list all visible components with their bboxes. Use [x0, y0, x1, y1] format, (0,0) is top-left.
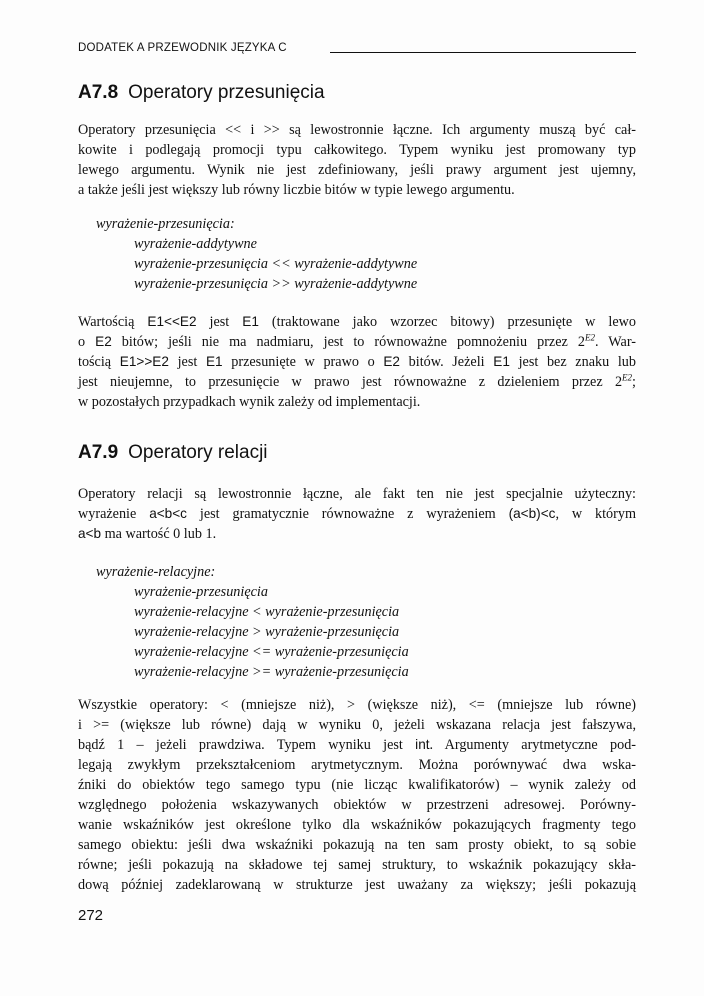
text-line: dową później zadeklarowaną w strukturze jest uważany za większy; jeśli pokazują [78, 877, 636, 893]
code-run: E1 [493, 354, 510, 369]
text-run: wyrażenie [78, 506, 150, 522]
text-run: , w którym [555, 506, 637, 522]
grammar-head: wyrażenie-przesunięcia: [96, 216, 235, 232]
code-run: int [415, 737, 430, 752]
grammar-rule: wyrażenie-relacyjne >= wyrażenie-przesunięcia [134, 664, 409, 680]
text-line [78, 735, 636, 755]
grammar-rule: wyrażenie-relacyjne > wyrażenie-przesunięcia [134, 624, 400, 640]
text-run: ma wartość 0 lub 1. [101, 526, 217, 542]
exponent: E2 [584, 332, 595, 343]
text-line: samego obiektu: jeśli dwa wskaźniki pokazują na ten sam prosty obiekt, to są sobie [78, 837, 636, 853]
text-run: jest gramatycznie równoważne z wyrażeniem [186, 506, 509, 522]
text-run: Wartością [78, 314, 148, 330]
section-heading-a7-8 [78, 82, 325, 104]
paragraph-shift-body [78, 312, 636, 412]
grammar-head: wyrażenie-relacyjne: [96, 564, 216, 580]
page-number: 272 [78, 907, 104, 924]
text-run: bitów; jeśli nie ma nadmiaru, jest to równoważne pomnożeniu przez 2 [111, 334, 585, 350]
text-run: . Argumenty arytmetyczne pod- [429, 737, 637, 753]
text-line [78, 372, 636, 392]
text-line [78, 312, 636, 332]
code-run: E1 [242, 314, 259, 329]
text-line: wanie wskaźników jest określone tylko dla wskaźników pokazujących fragmenty tego [78, 817, 636, 833]
section-title: Operatory relacji [128, 442, 268, 463]
text-line: źniki do obiektów tego samego typu (nie licząc kwalifikatorów) – wynik zależy od [78, 777, 636, 793]
text-run: jest [168, 354, 206, 370]
text-line: równe; jeśli pokazują na składowe tej samej struktury, to wskaźnik pokazujący skła- [78, 857, 636, 873]
section-heading-a7-9 [78, 442, 268, 464]
running-title: DODATEK A PRZEWODNIK JĘZYKA C [78, 42, 287, 54]
text-line [78, 504, 636, 524]
text-line: a także jeśli jest większy lub równy liczbie bitów w typie lewego argumentu. [78, 182, 515, 198]
paragraph-relational-body [78, 695, 636, 895]
text-line: lewego argumentu. Wynik nie jest zdefiniowany, jeśli prawy argument jest ujemny, [78, 162, 636, 178]
section-number: A7.9 [78, 442, 119, 463]
code-run: E1 [205, 354, 223, 369]
text-run: przesunięte w prawo o [222, 354, 384, 370]
section-number: A7.8 [78, 82, 119, 103]
grammar-block-relational [96, 562, 409, 682]
grammar-rule: wyrażenie-przesunięcia [134, 584, 268, 600]
text-run: bitów. Jeżeli [400, 354, 494, 370]
text-line: Operatory relacji są lewostronnie łączne, ale fakt ten nie jest specjalnie użyteczny: [78, 486, 636, 502]
text-run: jest [196, 314, 243, 330]
grammar-rule: wyrażenie-addytywne [134, 236, 257, 252]
code-run: a<b [78, 526, 102, 541]
text-line: względnego położenia wskazywanych obiektów w przestrzeni adresowej. Porówny- [78, 797, 636, 813]
code-run: a<b<c [149, 506, 187, 521]
text-run: jest nieujemne, to przesunięcie w prawo jest równoważne z dzieleniem przez 2 [78, 374, 623, 390]
text-run: jest bez znaku lub [509, 354, 636, 370]
text-line [78, 524, 636, 544]
text-run: ; [632, 374, 636, 390]
text-line: Operatory przesunięcia << i >> są lewostronnie łączne. Ich argumenty muszą być cał- [78, 122, 636, 138]
header-rule [330, 52, 636, 53]
code-run: E1>>E2 [119, 354, 169, 369]
text-line: kowite i podlegają promocji typu całkowitego. Typem wyniku jest promowany typ [78, 142, 636, 158]
text-line: Wszystkie operatory: < (mniejsze niż), > (większe niż), <= (mniejsze lub równe) [78, 697, 636, 713]
code-run: E2 [95, 334, 112, 349]
text-line: legają zwykłym przekształceniom arytmetycznym. Można porównywać dwa wska- [78, 757, 636, 773]
text-run: o [78, 334, 96, 350]
text-line: i >= (większe lub równe) dają w wyniku 0, jeżeli wskazana relacja jest fałszywa, [78, 717, 636, 733]
exponent: E2 [622, 372, 633, 383]
paragraph-shift-intro [78, 120, 636, 200]
text-line: w pozostałych przypadkach wynik zależy od implementacji. [78, 394, 421, 410]
code-run: (a<b)<c [508, 506, 556, 521]
grammar-block-shift [96, 214, 417, 294]
text-run: bądź 1 – jeżeli prawdziwa. Typem wyniku jest [78, 737, 416, 753]
section-title: Operatory przesunięcia [128, 82, 325, 103]
code-run: E2 [383, 354, 400, 369]
text-run: . War- [594, 334, 636, 350]
grammar-rule: wyrażenie-przesunięcia >> wyrażenie-addytywne [134, 276, 418, 292]
text-run: tością [78, 354, 120, 370]
text-run: (traktowane jako wzorzec bitowy) przesunięte w lewo [258, 314, 636, 330]
text-line [78, 352, 636, 372]
running-header [78, 42, 636, 58]
grammar-rule: wyrażenie-przesunięcia << wyrażenie-addytywne [134, 256, 418, 272]
code-run: E1<<E2 [147, 314, 197, 329]
grammar-rule: wyrażenie-relacyjne < wyrażenie-przesunięcia [134, 604, 400, 620]
paragraph-relational-intro [78, 484, 636, 544]
grammar-rule: wyrażenie-relacyjne <= wyrażenie-przesunięcia [134, 644, 409, 660]
text-line [78, 332, 636, 352]
